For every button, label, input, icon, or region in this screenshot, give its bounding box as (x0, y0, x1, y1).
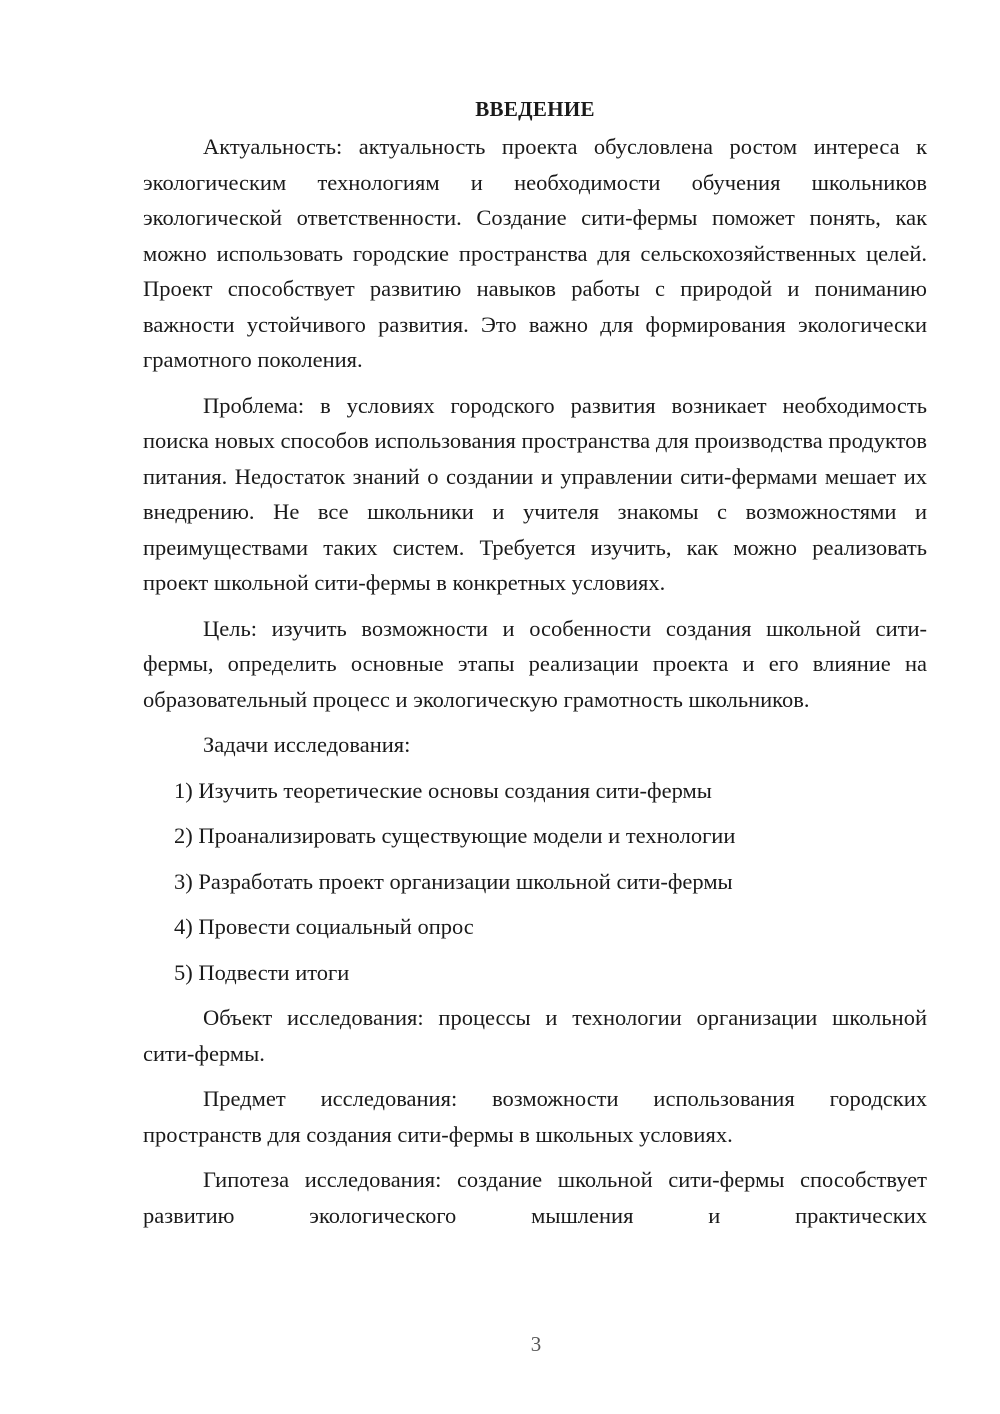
paragraph-hypothesis: Гипотеза исследования: создание школьной сити-фермы способствует развитию экологического мышления и практических (143, 1167, 927, 1228)
task-list (143, 773, 927, 991)
tasks-intro: Задачи исследования: (203, 732, 411, 757)
page-content (143, 92, 927, 1233)
list-item: 1) Изучить теоретические основы создания сити-фермы (174, 777, 712, 803)
paragraph-relevance: Актуальность: актуальность проекта обусловлена ростом интереса к экологическим технологиям и необходимости обучения школьников экологической ответственности. Создание сити-фермы поможет понять, как можно использовать городские пространства для сельскохозяйственных целей. Проект способствует развитию навыков работы с природой и пониманию важности устойчивого развития. Это важно для формирования экологически грамотного поколения. (143, 134, 927, 372)
paragraph-goal: Цель: изучить возможности и особенности создания школьной сити-фермы, определить основные этапы реализации проекта и его влияние на образовательный процесс и экологическую грамотность школьников. (143, 615, 927, 712)
section-heading: ВВЕДЕНИЕ (475, 97, 595, 121)
list-item: 5) Подвести итоги (174, 959, 350, 985)
paragraph-subject: Предмет исследования: возможности использования городских пространств для создания сити-фермы в школьных условиях. (143, 1086, 927, 1147)
list-item: 3) Разработать проект организации школьной сити-фермы (174, 868, 733, 894)
list-item: 2) Проанализировать существующие модели и технологии (174, 823, 736, 848)
paragraph-object: Объект исследования: процессы и технологии организации школьной сити-фермы. (143, 1005, 927, 1066)
list-item: 4) Провести социальный опрос (174, 914, 474, 939)
paragraph-problem: Проблема: в условиях городского развития возникает необходимость поиска новых способов использования пространства для производства продуктов питания. Недостаток знаний о создании и управлении сити-фермами мешает их внедрению. Не все школьники и учителя знакомы с возможностями и преимуществами таких систем. Требуется изучить, как можно реализовать проект школьной сити-фермы в конкретных условиях. (143, 392, 927, 595)
page-number: 3 (530, 1332, 542, 1356)
